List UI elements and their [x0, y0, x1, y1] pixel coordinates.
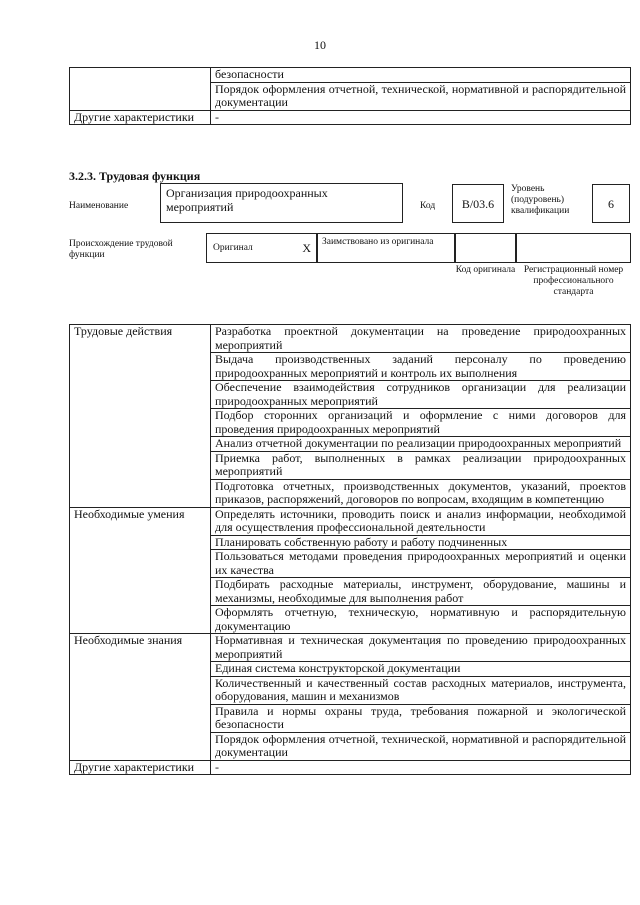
page-number: 10	[314, 38, 326, 52]
row-item: Планировать собственную работу и работу подчиненных	[211, 535, 631, 550]
row-item: Порядок оформления отчетной, технической, нормативной и распорядительной документации	[211, 732, 631, 760]
row-item: безопасности	[211, 68, 631, 83]
row-item: Пользоваться методами проведения природоохранных мероприятий и оценки их качества	[211, 550, 631, 578]
name-label: Наименование	[69, 201, 129, 211]
origin-label: Происхождение трудовой функции	[69, 239, 173, 260]
function-name-box	[160, 183, 403, 223]
row-label: Другие характеристики	[70, 110, 211, 125]
table-row	[70, 325, 631, 353]
row-item: -	[211, 110, 631, 125]
main-table	[69, 324, 631, 775]
top-table	[69, 67, 631, 125]
row-label	[70, 68, 211, 111]
code-box	[452, 184, 504, 223]
row-item: Подбор сторонних организаций и оформление с ними договоров для проведения природоохранных мероприятий	[211, 409, 631, 437]
table-row	[70, 634, 631, 662]
section-title: 3.2.3. Трудовая функция	[69, 169, 201, 183]
row-label: Трудовые действия	[70, 325, 211, 508]
code-original-cell	[455, 233, 516, 263]
row-item: Подбирать расходные материалы, инструмент, оборудование, машины и механизмы, необходимые для выполнения работ	[211, 578, 631, 606]
row-item: Разработка проектной документации на проведение природоохранных мероприятий	[211, 325, 631, 353]
function-name-value: Организация природоохранных мероприятий	[166, 186, 328, 214]
code-value: B/03.6	[461, 197, 495, 211]
row-item: Оформлять отчетную, техническую, нормативную и распорядительную документацию	[211, 606, 631, 634]
row-item: Количественный и качественный состав расходных материалов, инструмента, оборудования, машин и механизмов	[211, 676, 631, 704]
row-label: Необходимые умения	[70, 507, 211, 634]
code-original-label: Код оригинала	[455, 265, 516, 275]
level-box	[592, 184, 630, 223]
borrowed-cell	[317, 233, 455, 263]
row-item: Определять источники, проводить поиск и анализ информации, необходимой для осуществления профессиональной деятельности	[211, 507, 631, 535]
row-item: Подготовка отчетных, производственных документов, указаний, проектов приказов, распоряжений, договоров по вопросам, входящим в компетенцию	[211, 479, 631, 507]
row-item: Выдача производственных заданий персоналу по проведению природоохранных мероприятий и контроль их выполнения	[211, 353, 631, 381]
borrowed-label: Заимствовано из оригинала	[322, 237, 434, 247]
row-item: Единая система конструкторской документации	[211, 662, 631, 677]
level-value: 6	[608, 197, 614, 211]
original-mark: X	[302, 241, 311, 255]
row-item: Порядок оформления отчетной, технической, нормативной и распорядительной документации	[211, 82, 631, 110]
row-item: Нормативная и техническая документация по проведению природоохранных мероприятий	[211, 634, 631, 662]
row-item: Правила и нормы охраны труда, требования пожарной и экологической безопасности	[211, 704, 631, 732]
original-label: Оригинал	[213, 243, 253, 253]
table-row	[70, 68, 631, 83]
row-item: Приемка работ, выполненных в рамках реализации природоохранных мероприятий	[211, 451, 631, 479]
row-label: Необходимые знания	[70, 634, 211, 761]
code-label: Код	[420, 201, 436, 211]
table-row	[70, 110, 631, 125]
row-item: -	[211, 760, 631, 775]
reg-number-cell	[516, 233, 631, 263]
row-item: Анализ отчетной документации по реализации природоохранных мероприятий	[211, 437, 631, 452]
row-label: Другие характеристики	[70, 760, 211, 775]
reg-number-label: Регистрационный номер профессионального стандарта	[523, 265, 624, 297]
original-cell	[206, 233, 317, 263]
table-row	[70, 760, 631, 775]
level-label: Уровень (подуровень) квалификации	[511, 184, 570, 216]
table-row	[70, 507, 631, 535]
row-item: Обеспечение взаимодействия сотрудников организации для реализации природоохранных мероприятий	[211, 381, 631, 409]
